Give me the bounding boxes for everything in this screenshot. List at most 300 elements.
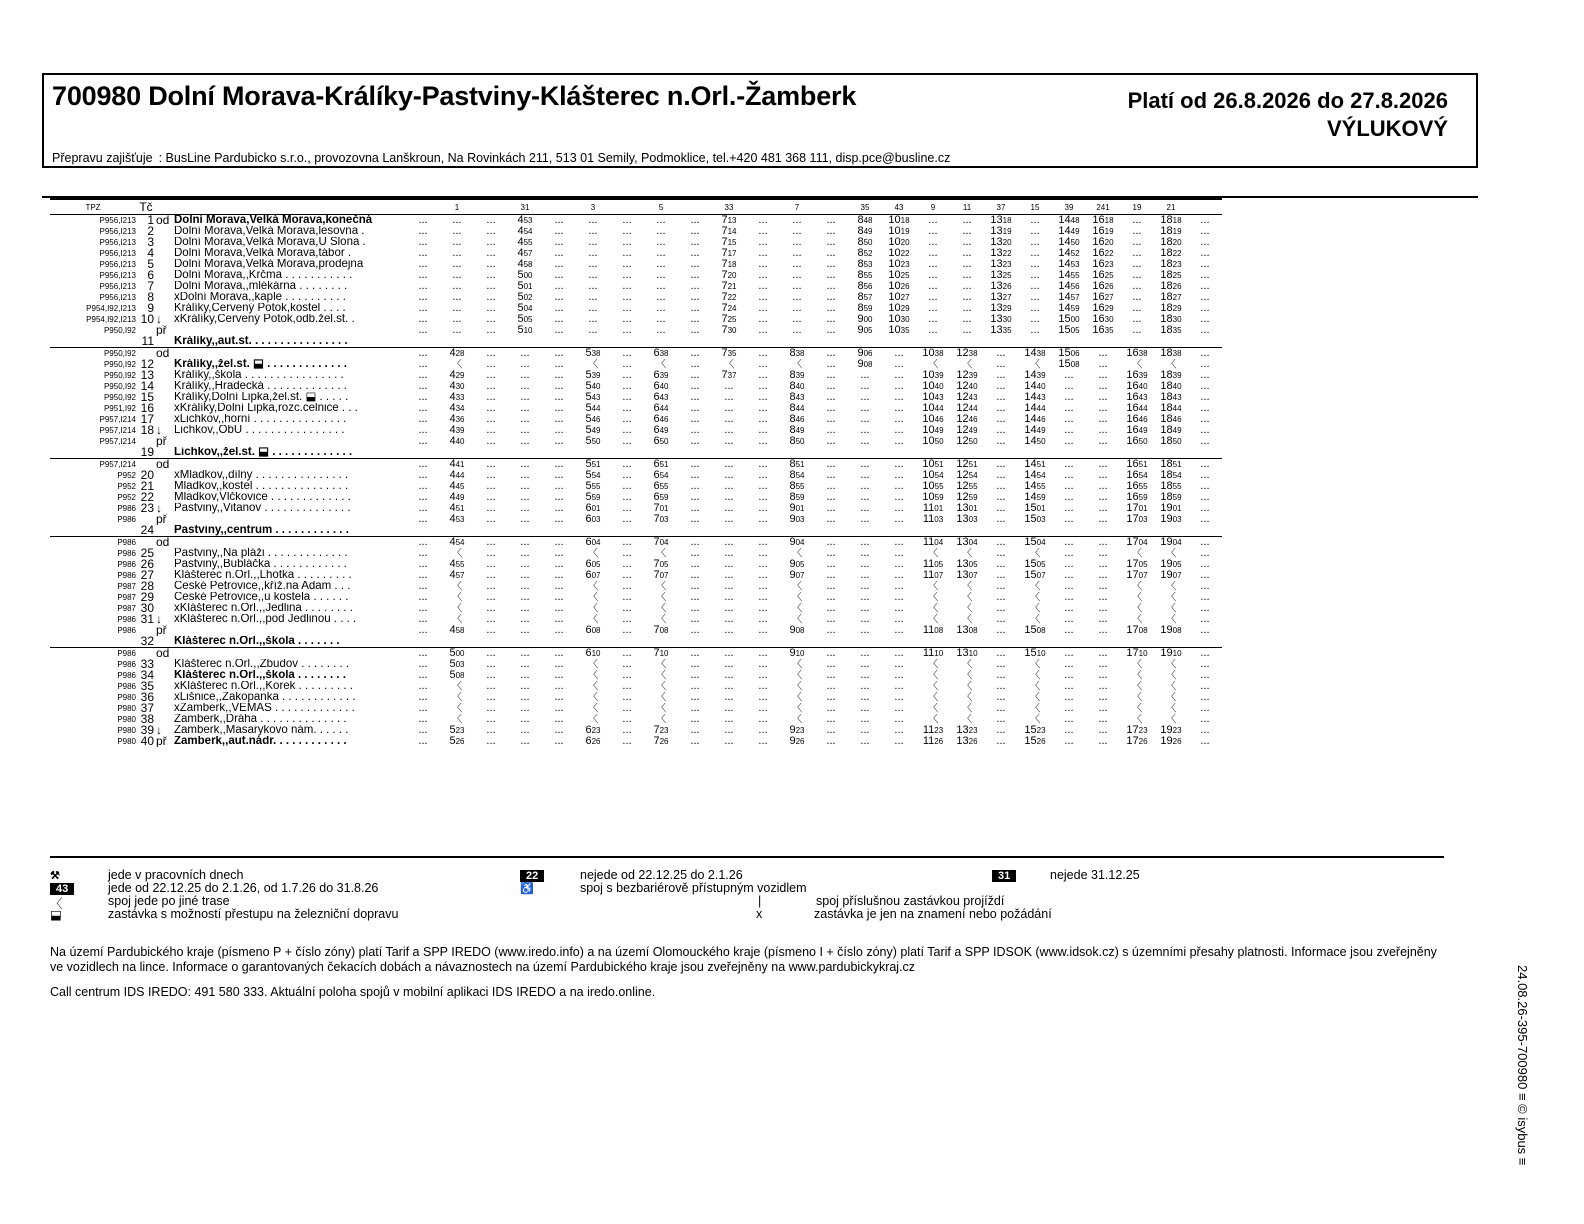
time-cell: ...	[554, 592, 564, 603]
time-cell: ...	[758, 436, 768, 447]
time-cell	[406, 525, 440, 537]
time-cell: ...	[418, 325, 428, 336]
time-cell: ...	[758, 325, 768, 336]
time-cell: ...	[1200, 370, 1210, 381]
legend-43	[50, 881, 379, 895]
arr-dep-mark	[154, 336, 174, 348]
table-row	[50, 570, 1222, 581]
stop-name: Lichkov,,ObÚ . . . . . . . . . . . . . . . .	[174, 425, 345, 436]
stop-name: Klášterec n.Orl.,,Lhotka . . . . . . . . .	[174, 570, 352, 581]
time-cell: ...	[486, 714, 496, 725]
time-cell: 1326	[956, 736, 978, 747]
time-cell: ...	[758, 736, 768, 747]
time-cell: ...	[690, 625, 700, 636]
time-cell: 1104	[916, 537, 950, 549]
arr-dep-mark	[154, 281, 174, 292]
time-cell: ...	[520, 470, 530, 481]
time-cell: ...	[996, 414, 1006, 425]
stop-name	[174, 325, 406, 336]
time-cell: ...	[792, 292, 802, 303]
time-cell: ...	[610, 537, 644, 549]
time-cell	[848, 336, 882, 348]
time-cell: ...	[758, 292, 768, 303]
time-cell: ...	[1064, 714, 1074, 725]
time-cell: ...	[452, 270, 462, 281]
time-cell: ...	[712, 459, 746, 471]
time-cell: ...	[996, 614, 1006, 625]
time-cell: 551	[576, 459, 610, 471]
time-cell: ...	[826, 714, 836, 725]
time-cell: 〈	[587, 714, 599, 725]
time-cell: ...	[452, 303, 462, 314]
time-cell: ...	[996, 548, 1006, 559]
time-cell: ...	[622, 581, 632, 592]
time-cell: ...	[826, 259, 836, 270]
time-cell: 713	[721, 214, 737, 226]
time-cell: ...	[724, 503, 734, 514]
table-row	[50, 226, 1222, 237]
time-cell	[1154, 525, 1188, 537]
stop-name	[174, 459, 406, 471]
time-cell: ...	[418, 692, 428, 703]
trip-number	[542, 199, 576, 215]
time-cell: ...	[554, 436, 564, 447]
time-cell: ...	[1200, 692, 1210, 703]
stop-name: xKrálíky,Dolní Lipka,rozc.celnice . . .	[174, 403, 358, 414]
zone-cell: P950,I92	[103, 371, 136, 380]
time-cell: ...	[452, 314, 462, 325]
time-cell: ...	[690, 725, 700, 736]
time-cell: ...	[860, 703, 870, 714]
zone-cell: P986	[117, 660, 136, 669]
time-cell: ...	[690, 414, 700, 425]
time-cell: ...	[486, 381, 496, 392]
time-cell: ...	[418, 725, 428, 736]
time-cell: 555	[585, 481, 601, 492]
time-cell: ...	[622, 703, 632, 714]
time-cell: 1908	[1160, 625, 1182, 636]
time-cell: ...	[554, 736, 564, 747]
trip-number: 21	[1154, 199, 1188, 215]
time-cell: ...	[486, 425, 496, 436]
stop-name	[174, 348, 406, 360]
time-cell: 1319	[990, 226, 1012, 237]
table-row	[50, 281, 1222, 292]
table-row	[50, 403, 1222, 414]
time-cell: ...	[1132, 314, 1142, 325]
time-cell: 1059	[922, 492, 944, 503]
time-cell: ...	[996, 625, 1006, 636]
time-cell: 855	[857, 270, 873, 281]
time-cell: ...	[792, 303, 802, 314]
time-cell: 1703	[1126, 514, 1148, 525]
trip-number	[814, 199, 848, 215]
time-cell: 〈	[927, 592, 939, 603]
code-31-badge: 31	[992, 870, 1016, 882]
time-cell: 〈	[961, 681, 973, 692]
time-cell: ...	[486, 703, 496, 714]
time-cell: 1305	[956, 559, 978, 570]
stop-name: Pastviny,,centrum . . . . . . . . . . . .	[174, 525, 349, 536]
table-row	[50, 459, 1222, 471]
time-cell: ...	[860, 492, 870, 503]
time-cell: 〈	[587, 703, 599, 714]
time-cell: ...	[520, 714, 530, 725]
time-cell: ...	[848, 648, 882, 660]
time-cell: ...	[758, 614, 768, 625]
time-cell	[1086, 525, 1120, 537]
time-cell: ...	[508, 459, 542, 471]
time-cell: ...	[554, 703, 564, 714]
time-cell: 1818	[1160, 214, 1182, 226]
time-cell: 1440	[1024, 381, 1046, 392]
time-cell: ...	[712, 537, 746, 549]
time-cell: ...	[1098, 436, 1108, 447]
time-cell: 737	[721, 370, 737, 381]
time-cell: 〈	[1131, 581, 1143, 592]
time-cell: ...	[894, 514, 904, 525]
time-cell	[576, 636, 610, 648]
time-cell: ...	[758, 492, 768, 503]
pass-icon: |	[758, 894, 762, 908]
time-cell: ...	[1052, 648, 1086, 660]
time-cell: 1710	[1120, 648, 1154, 660]
time-cell: 〈	[927, 603, 939, 614]
time-cell: ...	[520, 392, 530, 403]
time-cell: ...	[894, 503, 904, 514]
zone-cell: P957,I214	[99, 437, 136, 446]
time-cell: 1505	[1058, 325, 1080, 336]
time-cell: 〈	[1165, 692, 1177, 703]
time-cell: ...	[610, 459, 644, 471]
time-cell: 〈	[791, 614, 803, 625]
time-cell: ...	[486, 325, 496, 336]
arr-dep-mark: př	[156, 736, 167, 747]
time-cell: 1254	[956, 470, 978, 481]
time-cell	[542, 636, 576, 648]
time-cell: ...	[758, 503, 768, 514]
time-cell: ...	[690, 514, 700, 525]
time-cell: 623	[585, 725, 601, 736]
time-cell	[474, 636, 508, 648]
time-cell: 〈	[927, 703, 939, 714]
time-cell: 1455	[1058, 270, 1080, 281]
time-cell: ...	[1064, 592, 1074, 603]
time-cell: ...	[1064, 625, 1074, 636]
time-cell: ...	[486, 481, 496, 492]
time-cell	[610, 447, 644, 459]
time-cell: 444	[449, 470, 465, 481]
time-cell: 1238	[950, 348, 984, 360]
time-cell: 〈	[655, 592, 667, 603]
time-cell: 〈	[961, 581, 973, 592]
zone-cell: P986	[117, 615, 136, 624]
time-cell: 〈	[791, 548, 803, 559]
time-cell: 1526	[1024, 736, 1046, 747]
time-cell: ...	[724, 659, 734, 670]
time-cell: 434	[449, 403, 465, 414]
stop-number: 15	[140, 392, 154, 403]
time-cell: ...	[724, 481, 734, 492]
time-cell: 〈	[927, 614, 939, 625]
time-cell: 704	[644, 537, 678, 549]
time-cell: ...	[418, 492, 428, 503]
time-cell: 〈	[1165, 703, 1177, 714]
time-cell: ...	[1200, 226, 1210, 237]
time-cell: 859	[857, 303, 873, 314]
time-cell	[508, 636, 542, 648]
time-cell: ...	[1200, 281, 1210, 292]
time-cell: 441	[440, 459, 474, 471]
stop-name: Mladkov,,kostel . . . . . . . . . . . . . . .	[174, 481, 349, 492]
time-cell: 〈	[587, 359, 599, 370]
time-cell: ...	[418, 381, 428, 392]
time-cell: ...	[418, 292, 428, 303]
time-cell: 〈	[587, 592, 599, 603]
time-cell: 458	[449, 625, 465, 636]
stop-number: 24	[140, 525, 154, 537]
time-cell: ...	[520, 625, 530, 636]
time-cell: ...	[418, 548, 428, 559]
time-cell: 1244	[956, 403, 978, 414]
stop-number	[138, 537, 154, 549]
time-cell: 526	[449, 736, 465, 747]
time-cell: 1239	[956, 370, 978, 381]
time-cell: ...	[758, 603, 768, 614]
time-cell: ...	[1098, 381, 1108, 392]
time-cell: ...	[962, 270, 972, 281]
time-cell: 〈	[791, 659, 803, 670]
time-cell: 1505	[1024, 559, 1046, 570]
zone-cell: P954,I92,I213	[86, 304, 136, 313]
time-cell: 610	[576, 648, 610, 660]
time-cell: ...	[542, 537, 576, 549]
time-cell: 1635	[1092, 325, 1114, 336]
time-cell	[746, 636, 780, 648]
time-cell: ...	[690, 436, 700, 447]
time-cell: ...	[486, 581, 496, 592]
arr-dep-mark	[154, 581, 174, 592]
time-cell: ...	[588, 314, 598, 325]
time-cell: ...	[622, 226, 632, 237]
time-cell: ...	[724, 703, 734, 714]
trip-number: 19	[1120, 199, 1154, 215]
time-cell: 905	[857, 325, 873, 336]
time-cell: 559	[585, 492, 601, 503]
time-cell: ...	[690, 292, 700, 303]
time-cell: ...	[418, 403, 428, 414]
time-cell: ...	[508, 648, 542, 660]
arr-dep-mark	[154, 548, 174, 559]
time-cell: ...	[622, 436, 632, 447]
trip-number	[474, 199, 508, 215]
time-cell: ...	[758, 226, 768, 237]
time-cell: ...	[758, 692, 768, 703]
table-row	[50, 603, 1222, 614]
time-cell: ...	[622, 570, 632, 581]
time-cell: ...	[418, 736, 428, 747]
time-cell: ...	[1200, 725, 1210, 736]
time-cell: ...	[418, 603, 428, 614]
time-cell: 1651	[1120, 459, 1154, 471]
legend-pass-text: spoj příslušnou zastávkou projíždí	[816, 894, 1005, 908]
time-cell: ...	[826, 725, 836, 736]
time-cell: ...	[894, 603, 904, 614]
time-cell	[882, 636, 916, 648]
time-cell: 1500	[1058, 314, 1080, 325]
time-cell: ...	[1098, 692, 1108, 703]
arr-dep-mark	[154, 414, 174, 425]
time-cell: ...	[418, 226, 428, 237]
time-cell: ...	[724, 548, 734, 559]
time-cell: ...	[554, 481, 564, 492]
time-cell: ...	[1030, 226, 1040, 237]
time-cell: ...	[690, 214, 700, 226]
arr-dep-mark	[154, 670, 174, 681]
time-cell: ...	[690, 270, 700, 281]
time-cell: ...	[826, 292, 836, 303]
time-cell: ...	[758, 592, 768, 603]
time-cell: ...	[622, 292, 632, 303]
table-row	[50, 625, 1222, 636]
time-cell: 900	[857, 314, 873, 325]
time-cell: 1453	[1058, 259, 1080, 270]
time-cell: 1851	[1154, 459, 1188, 471]
stop-number: 8	[147, 292, 154, 303]
time-cell: 1627	[1092, 292, 1114, 303]
time-cell: ...	[622, 414, 632, 425]
time-cell: ...	[520, 381, 530, 392]
time-cell: ...	[486, 681, 496, 692]
time-cell: 1640	[1126, 381, 1148, 392]
trip-number: 5	[644, 199, 678, 215]
table-row	[50, 470, 1222, 481]
time-cell	[780, 336, 814, 348]
time-cell: 〈	[655, 548, 667, 559]
arr-dep-mark	[154, 392, 174, 403]
timetable-header	[42, 73, 1478, 168]
time-cell: ...	[1132, 226, 1142, 237]
time-cell: 454	[440, 537, 474, 549]
time-cell: 〈	[451, 592, 463, 603]
time-cell: ...	[724, 570, 734, 581]
time-cell: ...	[486, 592, 496, 603]
zone-cell: P987	[117, 593, 136, 602]
arr-dep-mark	[154, 270, 174, 281]
time-cell: ...	[486, 614, 496, 625]
time-cell: 1303	[956, 514, 978, 525]
time-cell: ...	[622, 603, 632, 614]
time-cell: ...	[1064, 481, 1074, 492]
time-cell: 1249	[956, 425, 978, 436]
time-cell: ...	[554, 514, 564, 525]
time-cell: ...	[1200, 292, 1210, 303]
time-cell	[712, 636, 746, 648]
time-cell: ...	[1064, 370, 1074, 381]
time-cell: 904	[780, 537, 814, 549]
time-cell: ...	[656, 214, 666, 226]
time-cell: ...	[418, 514, 428, 525]
time-cell: ...	[1188, 348, 1222, 360]
time-cell: ...	[610, 648, 644, 660]
time-cell	[474, 336, 508, 348]
time-cell: 455	[449, 559, 465, 570]
time-cell: ...	[996, 359, 1006, 370]
stop-name: Dolní Morava,,mlékárna . . . . . . . .	[174, 281, 348, 292]
time-cell: 458	[517, 259, 533, 270]
time-cell: 1444	[1024, 403, 1046, 414]
carrier-label: Přepravu zajišťuje	[52, 151, 153, 165]
time-cell: 〈	[927, 692, 939, 703]
time-cell: ...	[1200, 670, 1210, 681]
time-cell: ...	[894, 725, 904, 736]
zone-cell: P956,I213	[99, 293, 136, 302]
time-cell: ...	[1086, 348, 1120, 360]
time-cell: ...	[542, 459, 576, 471]
arr-dep-mark	[154, 259, 174, 270]
time-cell: ...	[588, 292, 598, 303]
time-cell	[542, 525, 576, 537]
time-cell: ...	[508, 537, 542, 549]
time-cell: ...	[826, 492, 836, 503]
time-cell: ...	[1200, 392, 1210, 403]
time-cell: 1659	[1126, 492, 1148, 503]
time-cell: ...	[1098, 370, 1108, 381]
time-cell: ...	[758, 403, 768, 414]
time-cell: 1904	[1154, 537, 1188, 549]
time-cell: ...	[792, 248, 802, 259]
time-cell: 〈	[927, 714, 939, 725]
table-row	[50, 359, 1222, 370]
trip-number: 37	[984, 199, 1018, 215]
time-cell	[848, 525, 882, 537]
time-cell: ...	[894, 625, 904, 636]
zone-cell: P957,I214	[50, 459, 138, 471]
time-cell: ...	[758, 425, 768, 436]
time-cell: 500	[440, 648, 474, 660]
time-cell: ...	[928, 214, 938, 226]
time-cell: 604	[576, 537, 610, 549]
time-cell: ...	[1200, 414, 1210, 425]
time-cell: ...	[418, 214, 428, 226]
time-cell: ...	[826, 681, 836, 692]
time-cell	[1086, 447, 1120, 459]
time-cell	[1018, 336, 1052, 348]
time-cell: ...	[554, 570, 564, 581]
time-cell: ...	[1030, 237, 1040, 248]
trip-number: 3	[576, 199, 610, 215]
time-cell: 640	[653, 381, 669, 392]
time-cell: 538	[576, 348, 610, 360]
time-cell: 840	[789, 381, 805, 392]
zone-cell: P952	[117, 493, 136, 502]
trip-number: 1	[440, 199, 474, 215]
time-cell: 1644	[1126, 403, 1148, 414]
time-cell: ...	[860, 681, 870, 692]
time-cell: ...	[1098, 414, 1108, 425]
time-cell: 549	[585, 425, 601, 436]
time-cell: ...	[1200, 492, 1210, 503]
time-cell: 1830	[1160, 314, 1182, 325]
time-cell: 1707	[1126, 570, 1148, 581]
table-row	[50, 548, 1222, 559]
table-row	[50, 314, 1222, 325]
time-cell: ...	[882, 537, 916, 549]
time-cell: ...	[1098, 503, 1108, 514]
time-cell: 〈	[451, 359, 463, 370]
time-cell: ...	[1064, 670, 1074, 681]
time-cell: ...	[418, 259, 428, 270]
